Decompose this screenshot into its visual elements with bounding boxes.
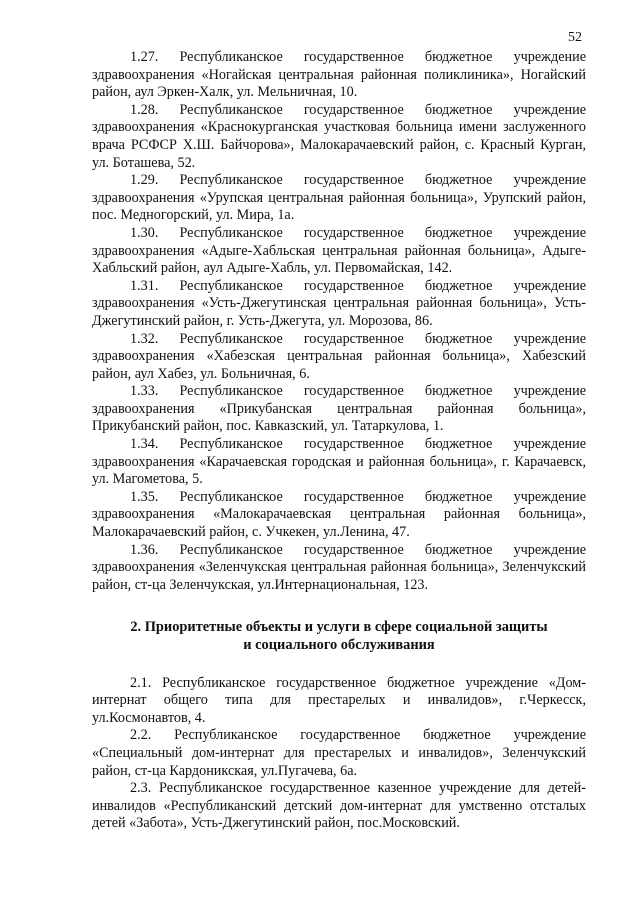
section-heading: [92, 619, 586, 654]
list-item-1-32: 1.32. Республиканское государственное бюджетное учреждение здравоохранения «Хабезская центральная районная больница», Хабезский район, аул Хабез, ул. Больничная, 6.: [92, 330, 586, 382]
list-item-1-31: 1.31. Республиканское государственное бюджетное учреждение здравоохранения «Усть-Джегутинская центральная районная больница», Усть-Джегутинский район, г. Усть-Джегута, ул. Морозова, 86.: [92, 277, 586, 329]
list-item-1-28: 1.28. Республиканское государственное бюджетное учреждение здравоохранения «Краснокурганская участковая больница имени заслуженного врача РСФСР Х.Ш. Байчорова», Малокарачаевский район, с. Красный Курган, ул. Боташева, 52.: [92, 101, 586, 171]
list-item-1-34: 1.34. Республиканское государственное бюджетное учреждение здравоохранения «Карачаевская городская и районная больница», г. Карачаевск, ул. Магометова, 5.: [92, 436, 586, 488]
list-item-2-2: 2.2. Республиканское государственное бюджетное учреждение «Специальный дом-интернат для престарелых и инвалидов», Зеленчукский район, ст-ца Кардоникская, ул.Пугачева, 6а.: [92, 727, 586, 779]
section-heading-line-1: 2. Приоритетные объекты и услуги в сфере социальной защиты: [130, 619, 548, 636]
document-body: [92, 49, 586, 833]
page-number: 52: [568, 30, 582, 45]
list-item-1-36: 1.36. Республиканское государственное бюджетное учреждение здравоохранения «Зеленчукская центральная районная больница», Зеленчукский район, ст-ца Зеленчукская, ул.Интернациональная, 123.: [92, 541, 586, 593]
list-item-1-27: 1.27. Республиканское государственное бюджетное учреждение здравоохранения «Ногайская центральная районная поликлиника», Ногайский район, аул Эркен-Халк, ул. Мельничная, 10.: [92, 49, 586, 101]
list-item-1-29: 1.29. Республиканское государственное бюджетное учреждение здравоохранения «Урупская центральная районная больница», Урупский район, пос. Медногорский, ул. Мира, 1а.: [92, 172, 586, 224]
list-item-1-33: 1.33. Республиканское государственное бюджетное учреждение здравоохранения «Прикубанская центральная районная больница», Прикубанский район, пос. Кавказский, ул. Татаркулова, 1.: [92, 383, 586, 435]
section-heading-line-2: и социального обслуживания: [243, 637, 435, 653]
list-item-2-1: 2.1. Республиканское государственное бюджетное учреждение «Дом-интернат общего типа для престарелых и инвалидов», г.Черкесск, ул.Космонавтов, 4.: [92, 674, 586, 726]
list-item-1-30: 1.30. Республиканское государственное бюджетное учреждение здравоохранения «Адыге-Хабльская центральная районная больница», Адыге-Хабльский район, аул Адыге-Хабль, ул. Первомайская, 142.: [92, 224, 586, 277]
list-item-2-3: 2.3. Республиканское государственное казенное учреждение для детей-инвалидов «Республиканский детский дом-интернат для умственно отсталых детей «Забота», Усть-Джегутинский район, пос.Московский.: [92, 780, 586, 832]
list-item-1-35: 1.35. Республиканское государственное бюджетное учреждение здравоохранения «Малокарачаевская центральная районная больница», Малокарачаевский район, с. Учкекен, ул.Ленина, 47.: [92, 488, 586, 541]
